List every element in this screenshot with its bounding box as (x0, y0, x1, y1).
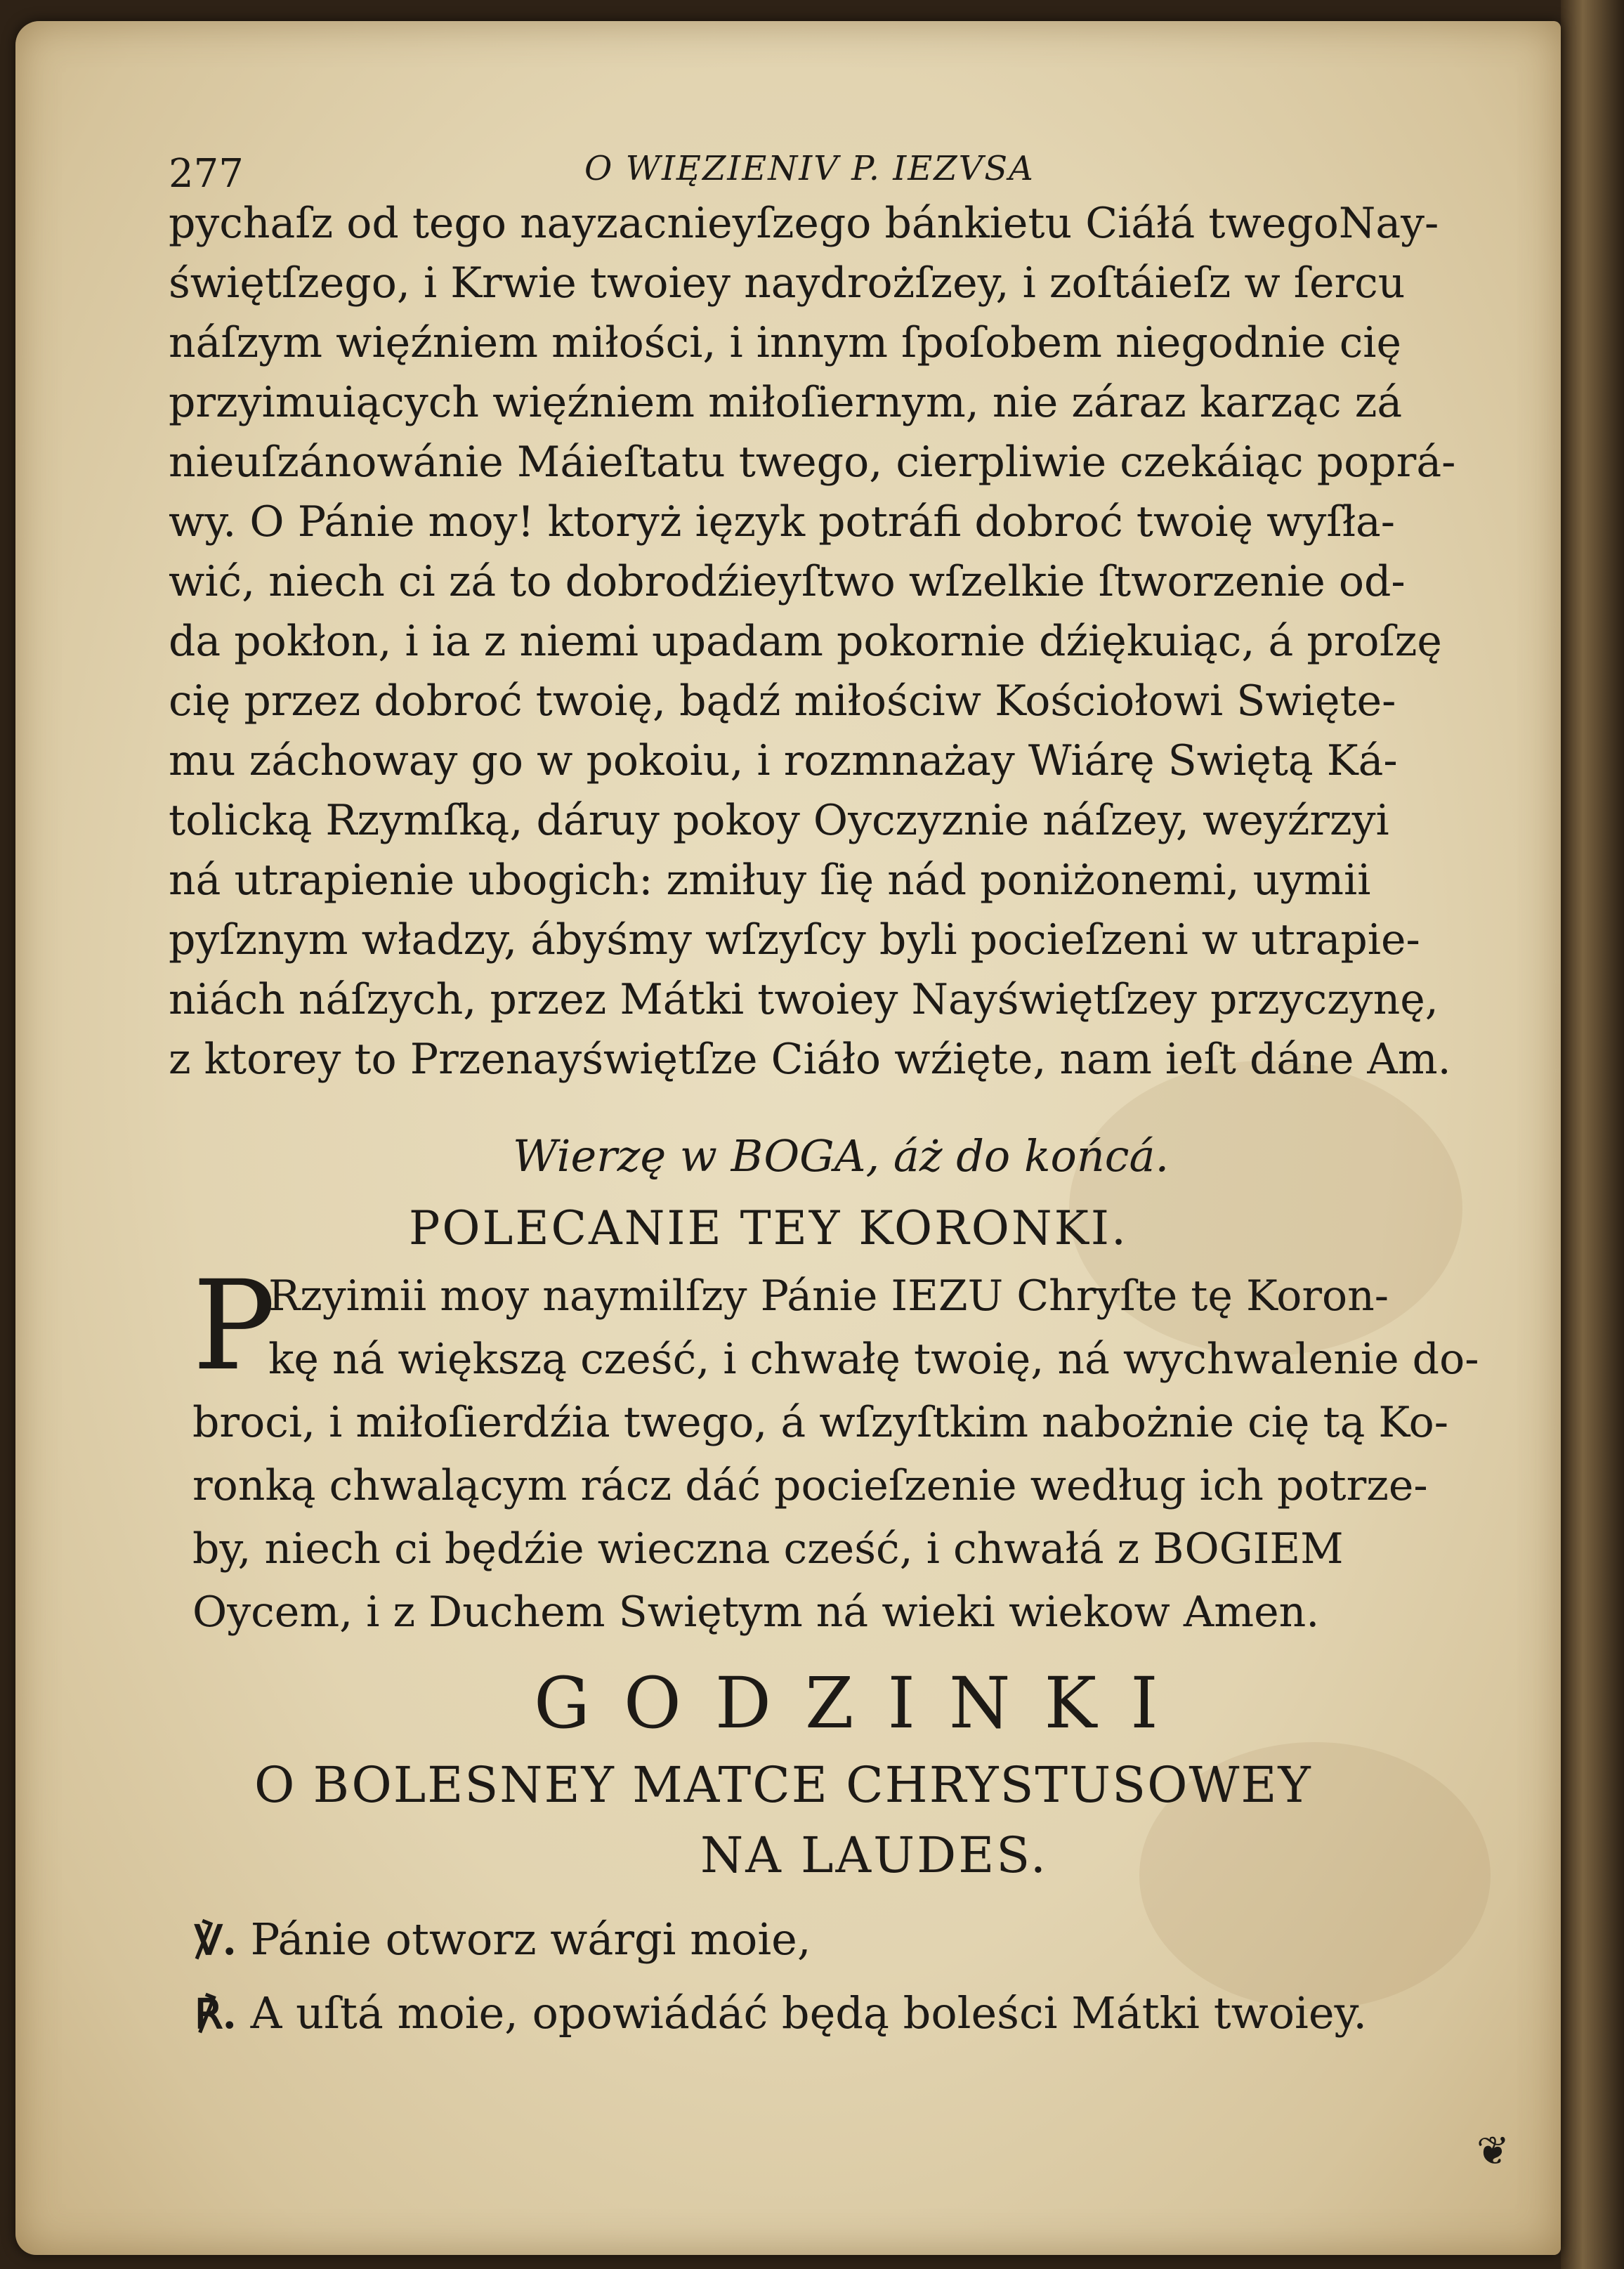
text-line: broci, i miłoſierdźia twego, á wſzyſtkim nabożnie cię tą Ko- (192, 1398, 1449, 1447)
text-line: wić, niech ci zá to dobrodźieyſtwo wſzelkie ſtworzenie od- (169, 557, 1406, 606)
text-line: niách náſzych, przez Mátki twoiey Nayświętſzey przyczynę, (169, 975, 1439, 1024)
response-mark: ℟. (195, 1990, 237, 2038)
text-line: nieuſzánowánie Máieſtatu twego, cierpliwie czekáiąc poprá- (169, 438, 1456, 487)
text-line: pychaſz od tego nayzacnieyſzego bánkietu Ciáłá twegoNay- (169, 199, 1439, 248)
versicle-text: Pánie otworz wárgi moie, (250, 1914, 811, 1965)
text-line: ná utrapienie ubogich: zmiłuy ſię nád poniżonemi, uymii (169, 856, 1371, 905)
text-line: mu záchoway go w pokoiu, i rozmnażay Wiárę Swiętą Ká- (169, 736, 1398, 785)
text-line: świętſzego, i Krwie twoiey naydrożſzey, i zoſtáieſz w ſercu (169, 259, 1406, 308)
text-line: náſzym więźniem miłości, i innym ſpoſobem niegodnie cię (169, 318, 1401, 367)
text-line: Rzyimii moy naymilſzy Pánie IEZU Chryſte tę Koron- (268, 1271, 1389, 1321)
hours-subtitle: O BOLESNEY MATCE CHRYSTUSOWEY (254, 1756, 1312, 1814)
text-line: przyimuiących więźniem miłoſiernym, nie záraz karząc zá (169, 378, 1403, 427)
response-text: A uſtá moie, opowiádáć będą boleści Mátki twoiey. (250, 1987, 1368, 2039)
text-line: wy. O Pánie moy! ktoryż ięzyk potráfi dobroć twoię wyſła- (169, 497, 1396, 547)
text-line: z ktorey to Przenayświętſze Ciáło wźięte, nam ieſt dáne Am. (169, 1035, 1451, 1084)
text-line: da pokłon, i ia z niemi upadam pokornie dźiękuiąc, á proſzę (169, 617, 1442, 666)
versicle-mark: ℣. (195, 1916, 237, 1964)
text-line: pyſznym władzy, ábyśmy wſzyſcy byli pocieſzeni w utrapie- (169, 915, 1420, 965)
page-number: 277 (169, 151, 244, 197)
text-line: cię przez dobroć twoię, bądź miłościw Kościołowi Swięte- (169, 676, 1396, 726)
book-gutter (1561, 0, 1624, 2269)
text-line: ronką chwalącym rácz dáć pocieſzenie według ich potrze- (192, 1461, 1428, 1510)
credo-line: Wierzę w BOGA, áż do końcá. (513, 1130, 1170, 1182)
book-page (15, 21, 1561, 2255)
fleuron-ornament: ❦ (1476, 2129, 1510, 2174)
versicle-line (195, 1914, 811, 1965)
drop-cap: P (192, 1254, 276, 1398)
text-line: tolicką Rzymſką, dáruy pokoy Oyczyznie náſzey, weyźrzyi (169, 796, 1389, 845)
hours-subtitle-laudes: NA LAUDES. (700, 1826, 1049, 1884)
running-head: O WIĘZIENIV P. IEZVSA (584, 149, 1035, 188)
text-line: by, niech ci będźie wieczna cześć, i chwałá z BOGIEM (192, 1524, 1344, 1574)
response-line (195, 1987, 1368, 2039)
text-line: kę ná większą cześć, i chwałę twoię, ná wychwalenie do- (268, 1335, 1479, 1384)
text-line: Oycem, i z Duchem Swiętym ná wieki wiekow Amen. (192, 1588, 1320, 1637)
hours-title: GODZINKI (534, 1662, 1192, 1744)
section-heading: POLECANIE TEY KORONKI. (409, 1201, 1128, 1255)
